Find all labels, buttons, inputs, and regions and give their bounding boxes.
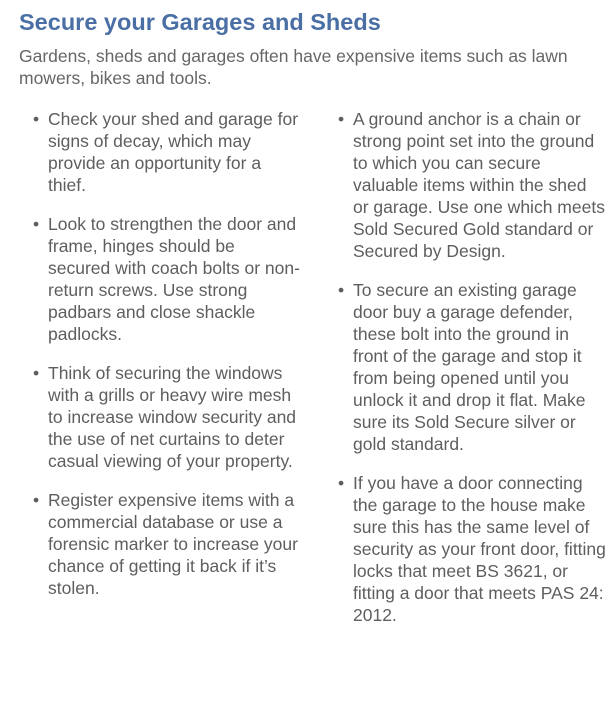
bullet-icon: •	[338, 280, 345, 300]
bullet-icon: •	[33, 109, 40, 129]
bullet-icon: •	[33, 490, 40, 510]
right-bullet-list	[338, 108, 606, 643]
page-title: Secure your Garages and Sheds	[19, 9, 381, 35]
list-item	[338, 279, 606, 455]
list-item	[33, 108, 301, 196]
list-item-text: Think of securing the windows with a grills or heavy wire mesh to increase window security and the use of net curtains to deter casual viewing of your property.	[48, 363, 297, 471]
list-item-text: If you have a door connecting the garage to the house make sure this has the same level of security as your front door, fitting locks that meet BS 3621, or fitting a door that meets PAS 24: 2012.	[353, 473, 606, 625]
list-item-text: A ground anchor is a chain or strong point set into the ground to which you can secure valuable items within the shed or garage. Use one which meets Sold Secured Gold standard or Secured by Design.	[353, 109, 605, 261]
list-item	[33, 213, 301, 345]
bullet-icon: •	[33, 214, 40, 234]
intro-paragraph: Gardens, sheds and garages often have expensive items such as lawn mowers, bikes and tools.	[19, 46, 568, 88]
list-item-text: Register expensive items with a commercial database or use a forensic marker to increase your chance of getting it back if it’s stolen.	[48, 490, 298, 598]
left-bullet-list	[33, 108, 301, 616]
bullet-icon: •	[338, 109, 345, 129]
list-item	[338, 108, 606, 262]
list-item	[33, 489, 301, 599]
list-item-text: To secure an existing garage door buy a garage defender, these bolt into the ground in front of the garage and stop it from being opened until you unlock it and drop it flat. Make sure its Sold Secure silver or gold standard.	[353, 280, 586, 454]
bullet-icon: •	[33, 363, 40, 383]
list-item	[33, 362, 301, 472]
bullet-icon: •	[338, 473, 345, 493]
list-item	[338, 472, 606, 626]
list-item-text: Look to strengthen the door and frame, hinges should be secured with coach bolts or non-return screws. Use strong padbars and close shackle padlocks.	[48, 214, 300, 344]
list-item-text: Check your shed and garage for signs of decay, which may provide an opportunity for a thief.	[48, 109, 299, 195]
